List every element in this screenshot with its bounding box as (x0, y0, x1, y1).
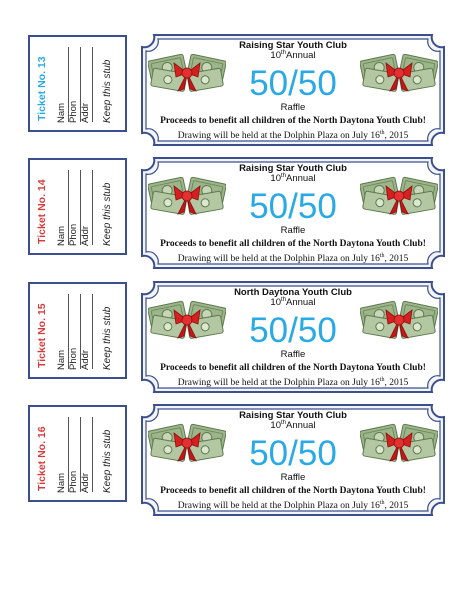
fifty-fifty-heading: 50/50 (249, 187, 337, 226)
ticket-title: Raising Star Youth Club (239, 40, 347, 51)
raffle-ticket (140, 156, 446, 270)
drawing-text: Drawing will be held at the Dolphin Plaza on July 16th, 2015 (177, 377, 409, 389)
raffle-label: Raffle (280, 225, 306, 236)
drawing-text: Drawing will be held at the Dolphin Plaza on July 16th, 2015 (177, 253, 409, 265)
proceeds-text: Proceeds to benefit all children of the North Daytona Youth Club! (160, 239, 426, 249)
stub-line (68, 417, 69, 492)
ticket-stub (28, 35, 127, 132)
ticket-number: Ticket No. 15 (36, 303, 48, 368)
ticket-number: Ticket No. 16 (36, 426, 48, 491)
stub-field-address: Addr (80, 349, 91, 370)
proceeds-text: Proceeds to benefit all children of the North Daytona Youth Club! (160, 363, 426, 373)
stub-line (80, 294, 81, 369)
keep-stub-label: Keep this stub (102, 59, 113, 123)
ticket-row (0, 158, 474, 263)
ticket-annual: 10thAnnual (270, 50, 316, 62)
stub-field-name: Nam (56, 349, 67, 370)
stub-line (80, 170, 81, 245)
stub-line (80, 47, 81, 122)
money-bow-icon (360, 170, 438, 226)
stub-line (92, 47, 93, 122)
drawing-text: Drawing will be held at the Dolphin Plaza on July 16th, 2015 (177, 130, 409, 142)
ticket-row (0, 405, 474, 510)
ticket-annual: 10thAnnual (270, 173, 316, 185)
raffle-ticket (140, 33, 446, 147)
ticket-row (0, 35, 474, 140)
raffle-label: Raffle (280, 102, 306, 113)
stub-field-name: Nam (56, 225, 67, 246)
money-bow-icon (360, 294, 438, 350)
ticket-stub (28, 158, 127, 255)
stub-field-address: Addr (80, 225, 91, 246)
ticket-row (0, 282, 474, 387)
stub-field-address: Addr (80, 102, 91, 123)
raffle-label: Raffle (280, 472, 306, 483)
stub-line (68, 294, 69, 369)
stub-field-phone: Phon (68, 223, 79, 246)
stub-line (80, 417, 81, 492)
ticket-title: Raising Star Youth Club (239, 163, 347, 174)
stub-line (92, 294, 93, 369)
stub-field-address: Addr (80, 472, 91, 493)
stub-line (92, 417, 93, 492)
ticket-stub (28, 405, 127, 502)
keep-stub-label: Keep this stub (102, 182, 113, 246)
stub-field-phone: Phon (68, 347, 79, 370)
ticket-stub (28, 282, 127, 379)
keep-stub-label: Keep this stub (102, 306, 113, 370)
ticket-annual: 10thAnnual (270, 297, 316, 309)
money-bow-icon (148, 294, 226, 350)
fifty-fifty-heading: 50/50 (249, 311, 337, 350)
ticket-number: Ticket No. 14 (36, 179, 48, 244)
money-bow-icon (148, 47, 226, 103)
ticket-title: Raising Star Youth Club (239, 410, 347, 421)
money-bow-icon (360, 417, 438, 473)
stub-line (68, 47, 69, 122)
ticket-annual: 10thAnnual (270, 420, 316, 432)
ticket-number: Ticket No. 13 (36, 56, 48, 121)
raffle-label: Raffle (280, 349, 306, 360)
money-bow-icon (148, 170, 226, 226)
money-bow-icon (148, 417, 226, 473)
money-bow-icon (360, 47, 438, 103)
stub-line (92, 170, 93, 245)
stub-field-phone: Phon (68, 470, 79, 493)
proceeds-text: Proceeds to benefit all children of the North Daytona Youth Club! (160, 116, 426, 126)
stub-field-name: Nam (56, 472, 67, 493)
raffle-ticket (140, 280, 446, 394)
proceeds-text: Proceeds to benefit all children of the North Daytona Youth Club! (160, 486, 426, 496)
raffle-ticket (140, 403, 446, 517)
ticket-title: North Daytona Youth Club (234, 287, 352, 298)
fifty-fifty-heading: 50/50 (249, 434, 337, 473)
drawing-text: Drawing will be held at the Dolphin Plaza on July 16th, 2015 (177, 500, 409, 512)
keep-stub-label: Keep this stub (102, 429, 113, 493)
stub-field-name: Nam (56, 102, 67, 123)
fifty-fifty-heading: 50/50 (249, 64, 337, 103)
stub-field-phone: Phon (68, 100, 79, 123)
stub-line (68, 170, 69, 245)
